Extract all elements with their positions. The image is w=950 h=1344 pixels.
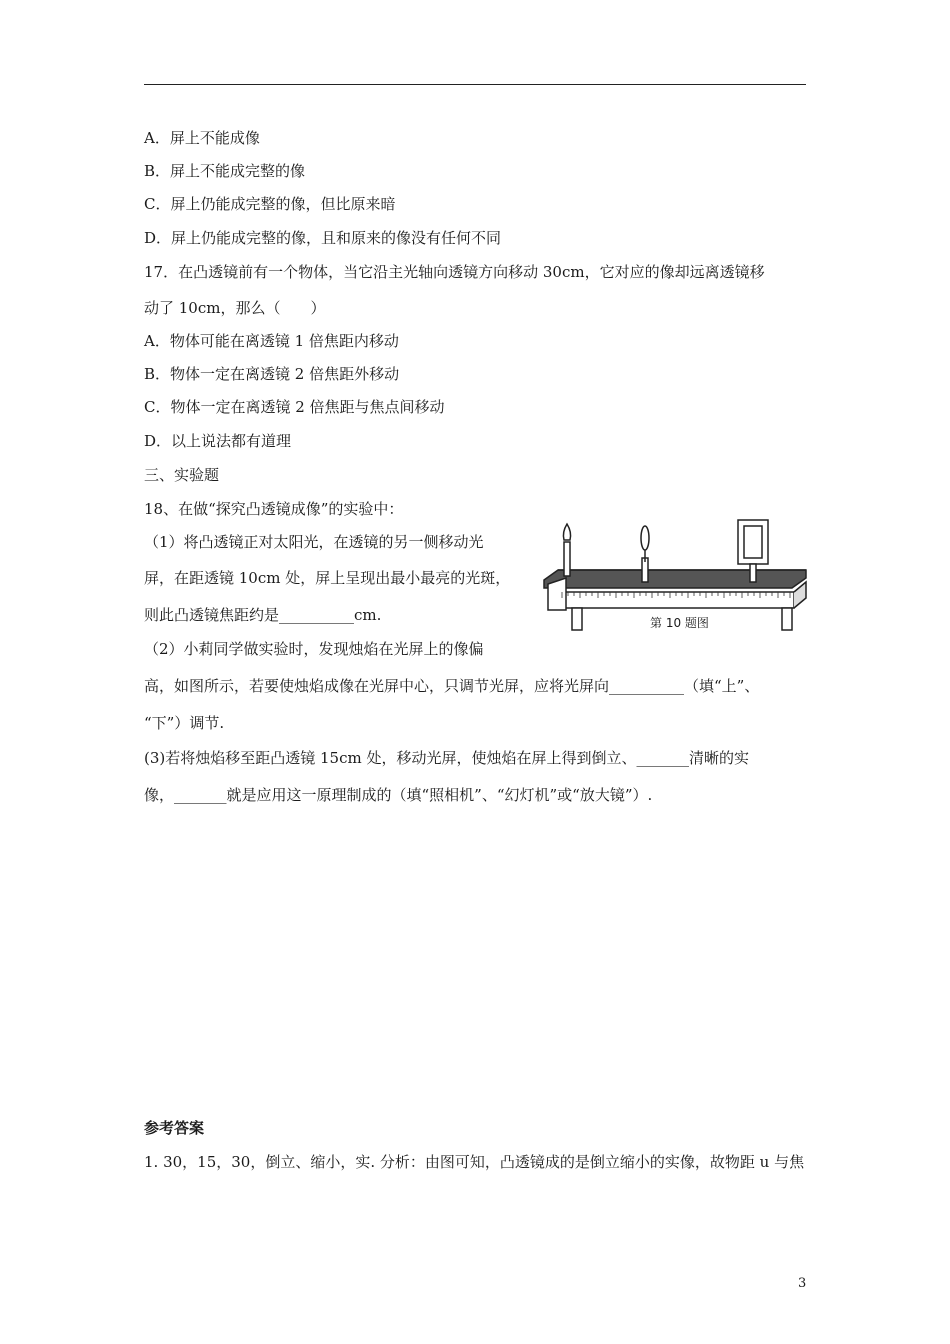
answer-heading: 参考答案 [144, 1119, 205, 1137]
q18-part1-line2: 屏，在距透镜 10cm 处，屏上呈现出最小最亮的光斑， [144, 569, 511, 587]
option-d: D．屏上仍能成完整的像，且和原来的像没有任何不同 [144, 229, 502, 247]
question-18: 18、在做“探究凸透镜成像”的实验中： [144, 500, 404, 518]
question-17-line2: 动了 10cm，那么（ ） [144, 299, 326, 317]
option-b: B．屏上不能成完整的像 [144, 162, 306, 180]
q18-part2-line2: 高，如图所示，若要使烛焰成像在光屏中心，只调节光屏，应将光屏向__________（填“上”、 [144, 677, 760, 695]
option-a: A．屏上不能成像 [144, 129, 260, 147]
q18-part1-line1: （1）将凸透镜正对太阳光，在透镜的另一侧移动光 [144, 533, 484, 551]
q17-option-c: C．物体一定在离透镜 2 倍焦距与焦点间移动 [144, 398, 445, 416]
figure-caption: 第 10 题图 [650, 616, 709, 630]
q18-part2-line1: （2）小莉同学做实验时，发现烛焰在光屏上的像偏 [144, 640, 484, 658]
q18-part2-line3: “下”）调节. [144, 714, 225, 732]
section-heading: 三、实验题 [144, 466, 220, 484]
q18-part3-line1: (3)若将烛焰移至距凸透镜 15cm 处，移动光屏，使烛焰在屏上得到倒立、_______清晰的实 [144, 749, 749, 767]
option-c: C．屏上仍能成完整的像，但比原来暗 [144, 195, 396, 213]
q17-option-d: D．以上说法都有道理 [144, 432, 292, 450]
q17-option-a: A．物体可能在离透镜 1 倍焦距内移动 [144, 332, 399, 350]
header-rule [144, 84, 806, 85]
answer-1: 1. 30，15，30，倒立、缩小，实. 分析：由图可知，凸透镜成的是倒立缩小的实像，故物距 u 与焦 [144, 1153, 805, 1171]
q18-part1-line3: 则此凸透镜焦距约是__________cm. [144, 606, 382, 624]
question-17-line1: 17．在凸透镜前有一个物体，当它沿主光轴向透镜方向移动 30cm，它对应的像却远离透镜移 [144, 263, 765, 281]
q17-option-b: B．物体一定在离透镜 2 倍焦距外移动 [144, 365, 400, 383]
page-number: 3 [798, 1276, 807, 1291]
q18-part3-line2: 像，_______就是应用这一原理制成的（填“照相机”、“幻灯机”或“放大镜”）. [144, 786, 653, 804]
